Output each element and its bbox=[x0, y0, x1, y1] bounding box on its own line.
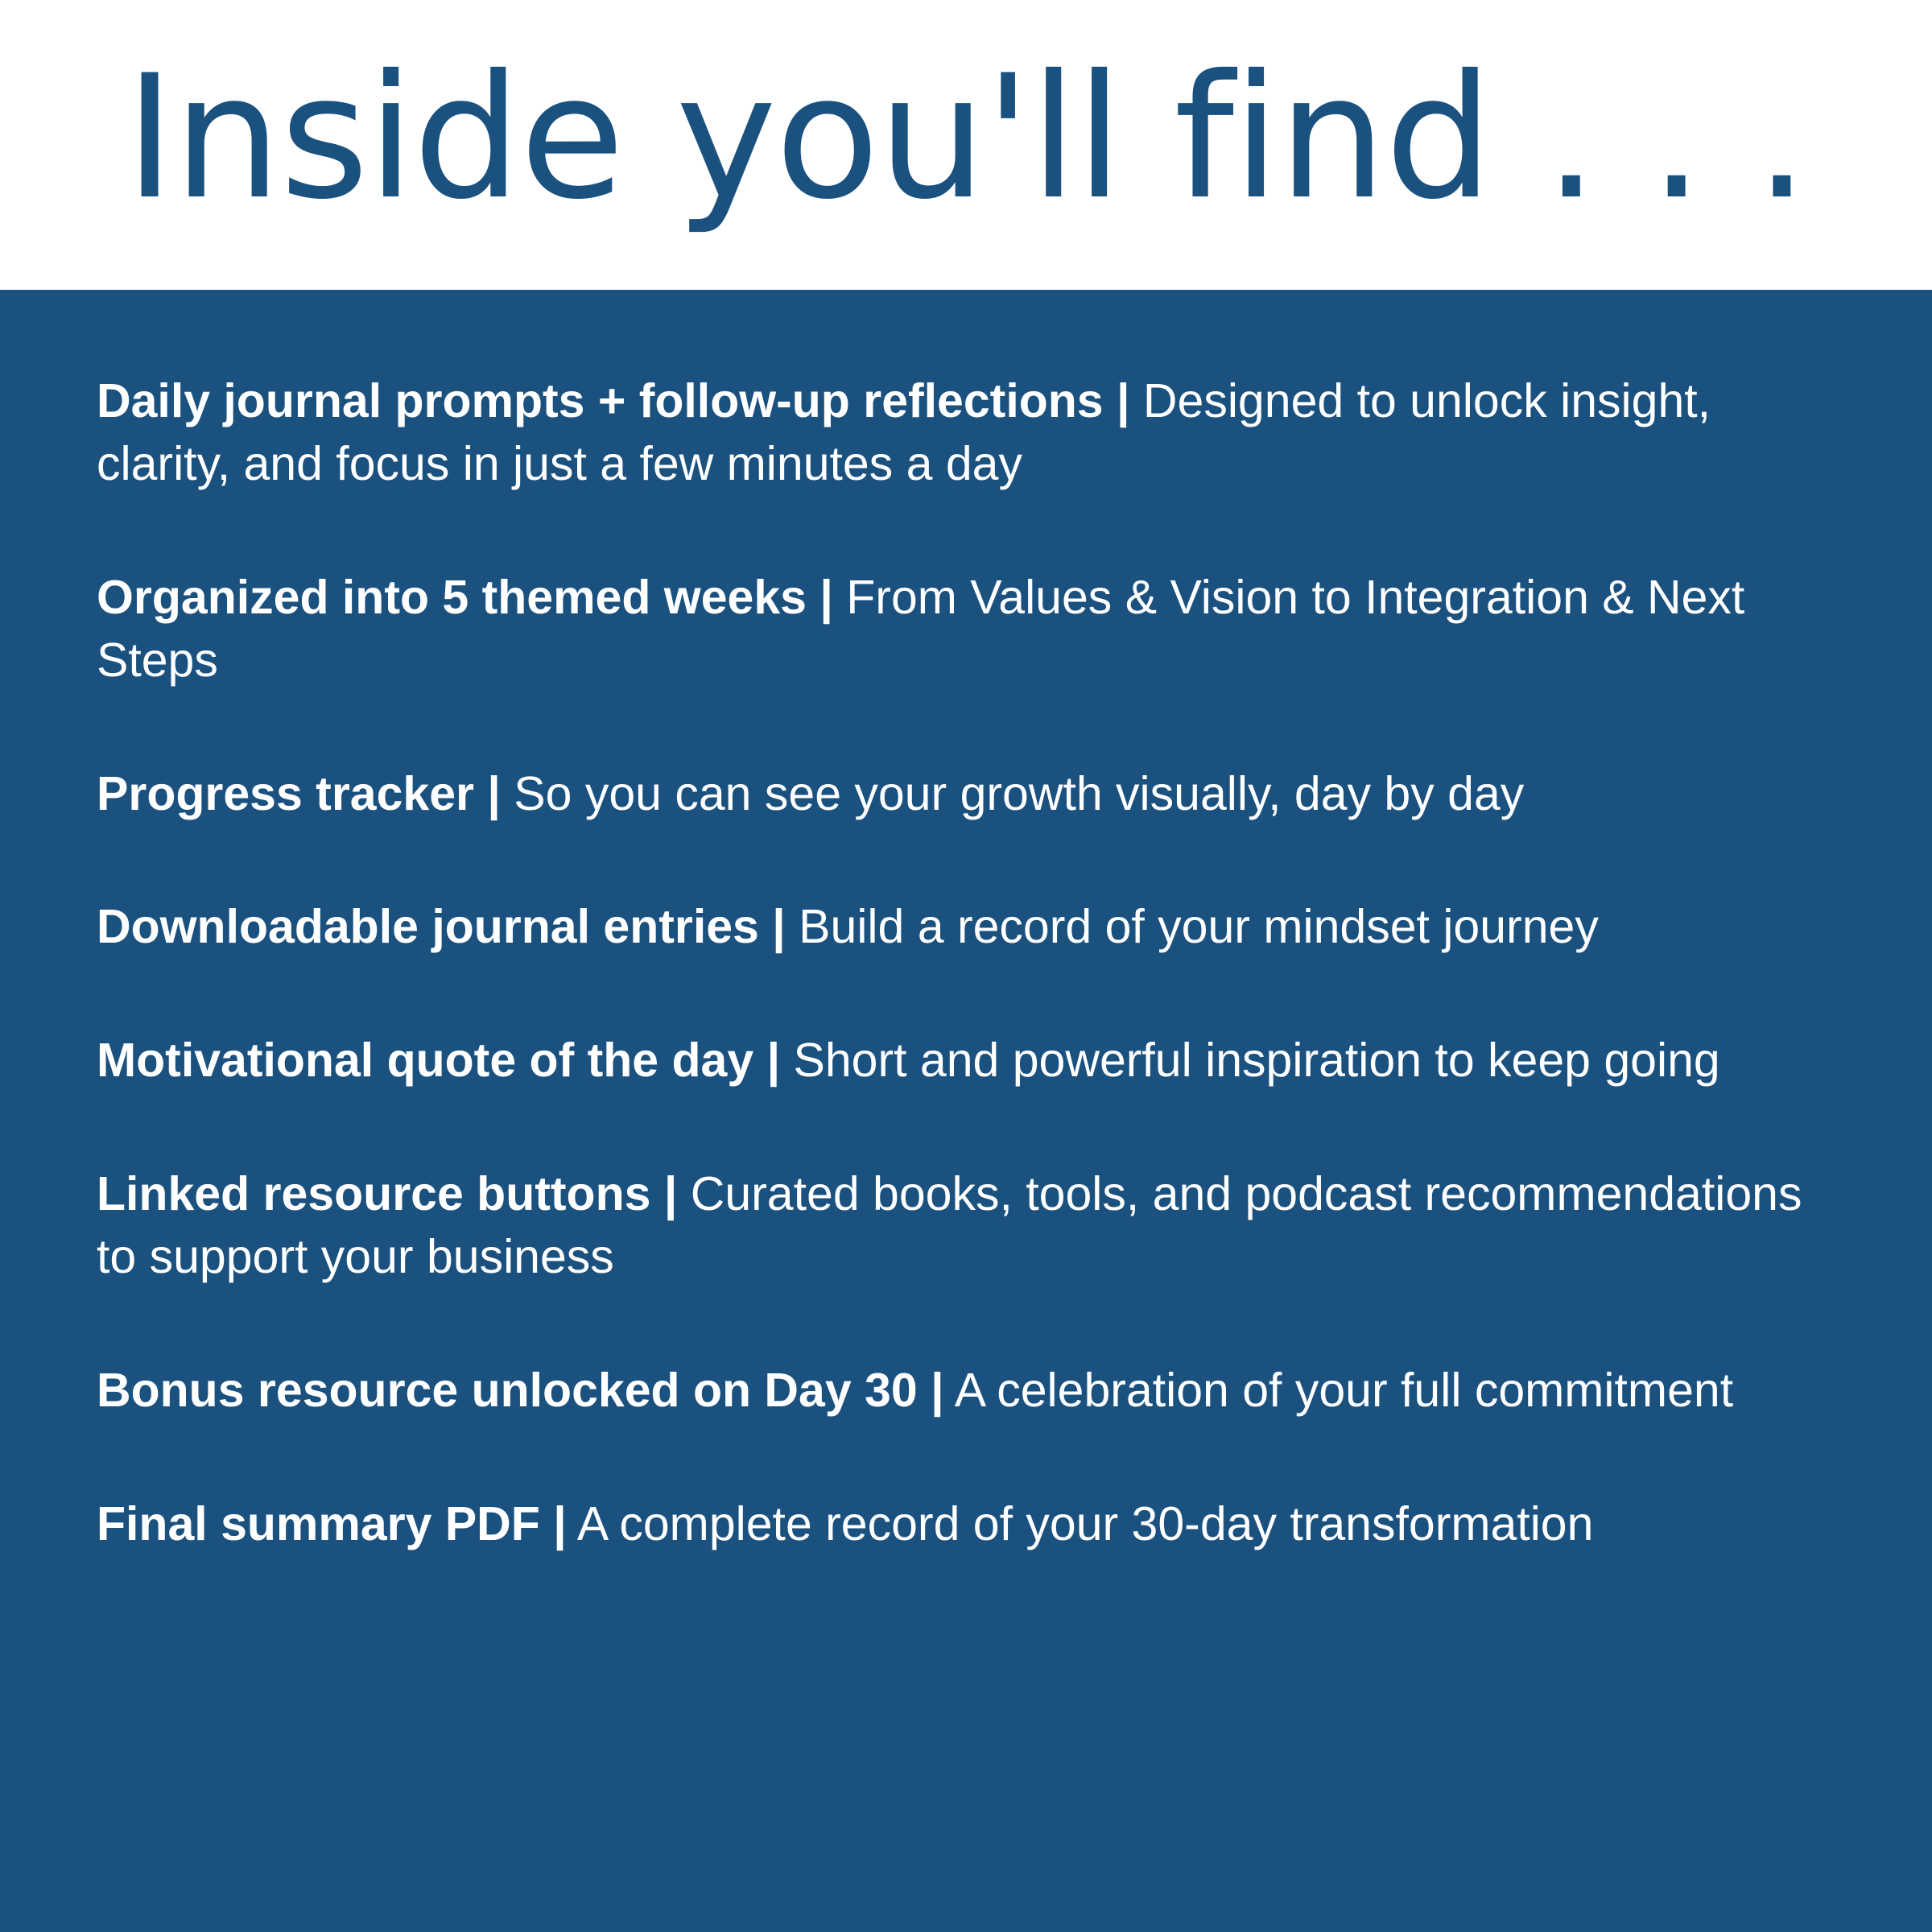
header-band bbox=[0, 0, 1932, 290]
feature-description: Build a record of your mindset journey bbox=[785, 900, 1599, 954]
list-item bbox=[97, 896, 1835, 959]
feature-description: Short and powerful inspiration to keep going bbox=[780, 1034, 1720, 1088]
list-item bbox=[97, 763, 1835, 826]
feature-description: Curated books, tools, and podcast recommendations to support your business bbox=[97, 1167, 1802, 1283]
list-item bbox=[97, 1163, 1835, 1289]
features-section bbox=[0, 290, 1932, 1932]
list-item bbox=[97, 1030, 1835, 1092]
feature-description: From Values & Vision to Integration & Next Steps bbox=[97, 570, 1745, 687]
feature-description: A celebration of your full commitment bbox=[943, 1363, 1734, 1417]
feature-list bbox=[97, 370, 1835, 1556]
feature-label: Progress tracker | bbox=[97, 766, 501, 820]
list-item bbox=[97, 1360, 1835, 1422]
list-item bbox=[97, 567, 1835, 692]
feature-description: A complete record of your 30-day transformation bbox=[566, 1496, 1594, 1550]
list-item bbox=[97, 1493, 1835, 1556]
feature-label: Daily journal prompts + follow-up reflections | bbox=[97, 374, 1130, 427]
feature-label: Motivational quote of the day | bbox=[97, 1034, 781, 1088]
feature-label: Downloadable journal entries | bbox=[97, 900, 786, 954]
page-title: Inside you'll find . . . bbox=[124, 38, 1808, 237]
feature-label: Final summary PDF | bbox=[97, 1496, 567, 1550]
feature-description: Designed to unlock insight, clarity, and focus in just a few minutes a day bbox=[97, 374, 1711, 490]
feature-label: Linked resource buttons | bbox=[97, 1167, 678, 1221]
feature-label: Organized into 5 themed weeks | bbox=[97, 570, 833, 624]
list-item bbox=[97, 370, 1835, 496]
feature-description: So you can see your growth visually, day by day bbox=[500, 766, 1525, 820]
feature-label: Bonus resource unlocked on Day 30 | bbox=[97, 1363, 944, 1417]
